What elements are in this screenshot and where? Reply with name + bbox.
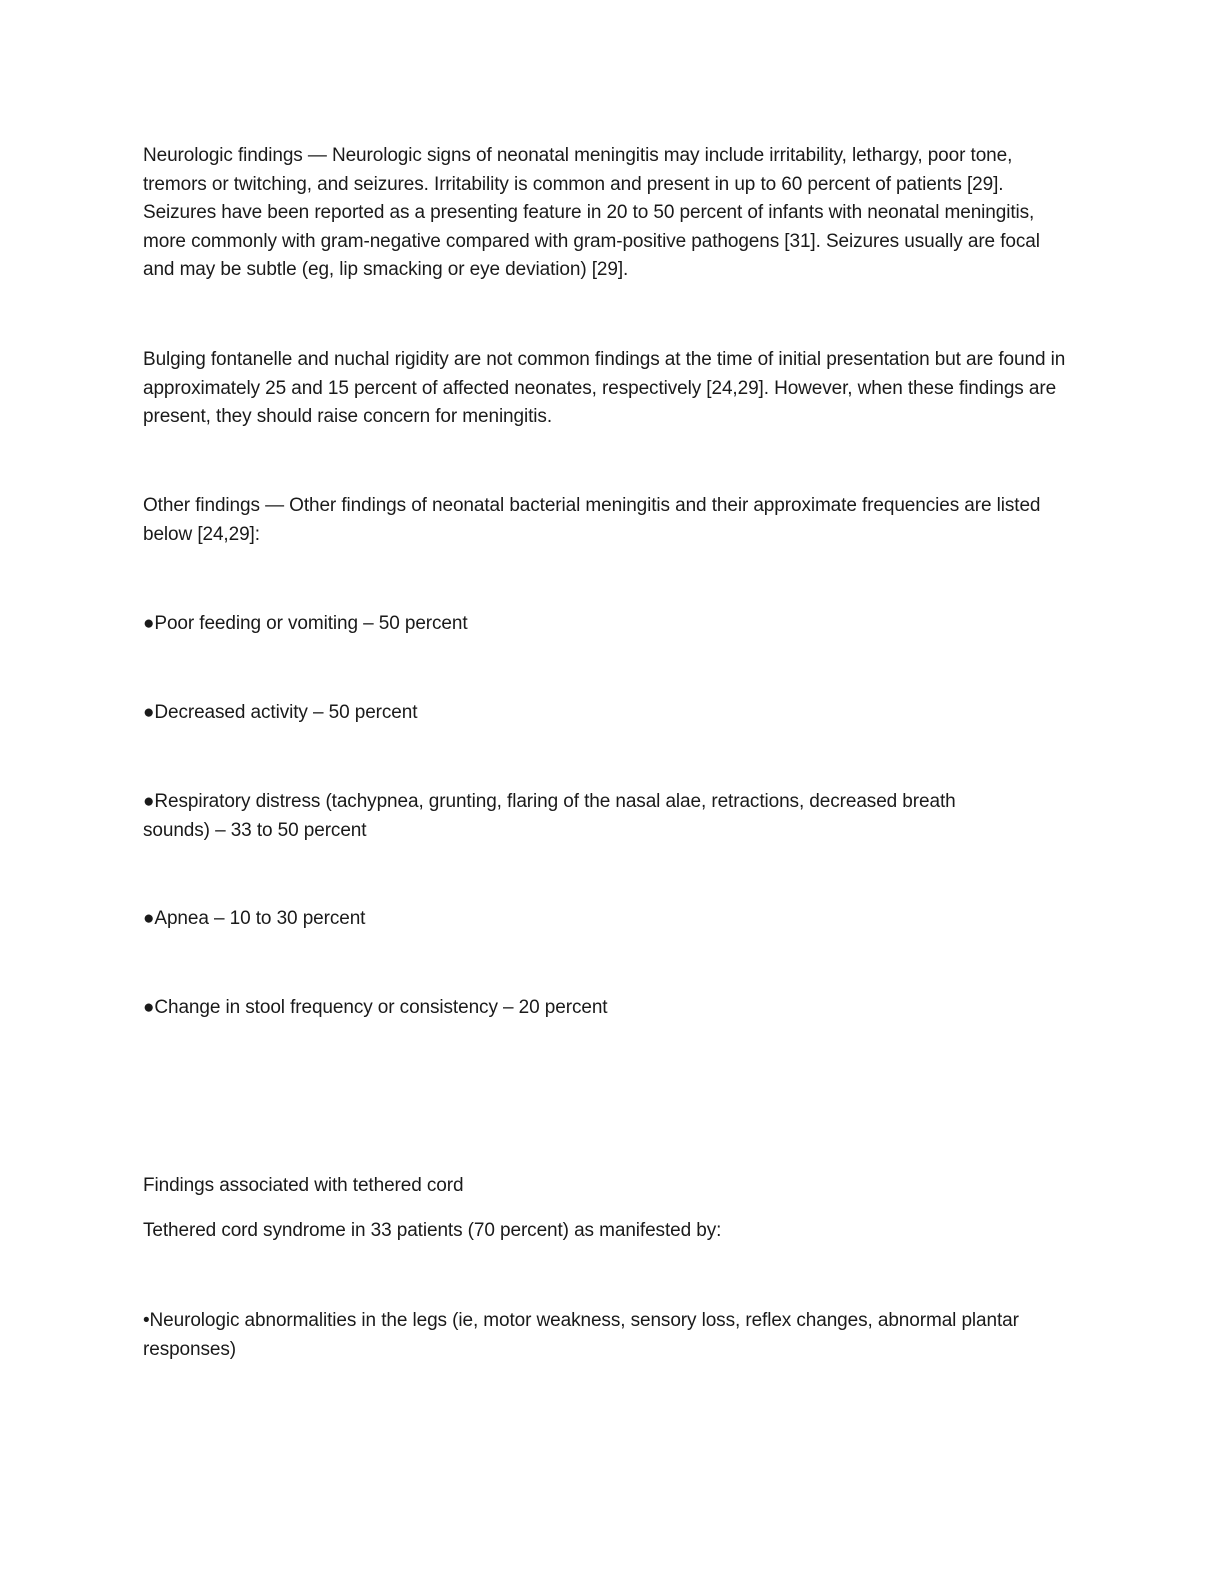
paragraph-neurologic-findings: Neurologic findings — Neurologic signs of neonatal meningitis may include irritability, lethargy, poor tone, tremors or twitching, and seizures. Irritability is common and present in up to 60 percent of patients [29]. Seizures have been reported as a presenting feature in 20 to 50 percent of infants with neonatal meningitis, more commonly with gram-negative compared with gram-positive pathogens [31]. Seizures usually are focal and may be subtle (eg, lip smacking or eye deviation) [29].: [143, 145, 1040, 281]
paragraph-tethered-cord-intro: Tethered cord syndrome in 33 patients (70 percent) as manifested by:: [143, 1220, 722, 1241]
heading-tethered-cord: Findings associated with tethered cord: [143, 1175, 464, 1196]
list-item-poor-feeding: ●Poor feeding or vomiting – 50 percent: [143, 613, 468, 634]
paragraph-bulging-fontanelle: Bulging fontanelle and nuchal rigidity are not common findings at the time of initial presentation but are found in approximately 25 and 15 percent of affected neonates, respectively [24,29]. However, when these findings are present, they should raise concern for meningitis.: [143, 349, 1066, 428]
list-item-neurologic-abnormalities: •Neurologic abnormalities in the legs (ie, motor weakness, sensory loss, reflex changes, abnormal plantar responses): [143, 1310, 1019, 1360]
paragraph-other-findings: Other findings — Other findings of neonatal bacterial meningitis and their approximate frequencies are listed below [24,29]:: [143, 495, 1041, 545]
list-item-respiratory-distress: ●Respiratory distress (tachypnea, grunting, flaring of the nasal alae, retractions, decreased breath sounds) – 33 to 50 percent: [143, 791, 956, 841]
list-item-stool-change: ●Change in stool frequency or consistency – 20 percent: [143, 997, 608, 1018]
list-item-apnea: ●Apnea – 10 to 30 percent: [143, 908, 366, 929]
list-item-decreased-activity: ●Decreased activity – 50 percent: [143, 702, 418, 723]
